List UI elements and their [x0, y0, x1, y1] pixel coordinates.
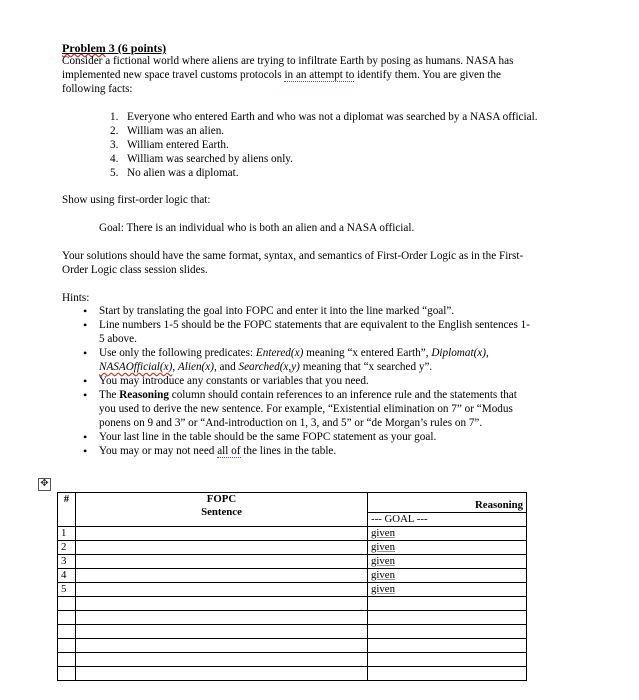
fopc-table [57, 492, 527, 681]
hint-text: column should contain references to an inference rule and the statements that [168, 389, 517, 401]
table-row [58, 569, 527, 583]
reasoning-cell[interactable] [368, 527, 527, 541]
hint-line [99, 388, 590, 402]
goal-text: Goal: There is an individual who is both an alien and a NASA official. [99, 222, 415, 234]
table-row-empty [58, 653, 527, 667]
header-sentence [76, 493, 368, 527]
reasoning-cell[interactable] [368, 583, 527, 597]
hint-text: you used to derive the new sentence. For example, “Existential elimination on 7” or “Modus [99, 403, 513, 415]
table-row [58, 541, 527, 555]
sentence-cell[interactable] [76, 597, 368, 611]
reasoning-cell[interactable] [368, 569, 527, 583]
list-item [110, 110, 610, 124]
reasoning-text: given [371, 569, 395, 581]
fact-text: Everyone who entered Earth and who was not a diplomat was searched by a NASA official. [127, 111, 538, 123]
hint-text: meaning that “x searched y”. [299, 361, 433, 373]
fact-text: William entered Earth. [127, 139, 229, 151]
intro-line-2c: identify them. You are given the [354, 69, 502, 81]
hint-text: ponens on 9 and 3” or “And-introduction on 1, 3, and 5” or “de Morgan’s rules on 7”. [99, 417, 483, 429]
list-item [80, 430, 590, 444]
hint-text: meaning “x entered Earth”, [303, 347, 432, 359]
list-item [80, 346, 590, 374]
hint-text: You may introduce any constants or variables that you need. [99, 375, 369, 387]
reasoning-cell[interactable] [368, 653, 527, 667]
reasoning-text: given [371, 555, 395, 567]
fact-text: No alien was a diplomat. [127, 167, 239, 179]
problem-title-rest: 3 (6 points) [105, 41, 167, 55]
facts-list [110, 110, 610, 180]
row-number [58, 639, 76, 653]
hints-label: Hints: [62, 292, 90, 304]
show-text: Show using first-order logic that: [62, 194, 211, 206]
table-row-empty [58, 667, 527, 681]
hint-text-underlined: all of [217, 445, 241, 457]
hint-text: The [99, 389, 120, 401]
format-paragraph [62, 249, 523, 277]
header-sentence-line-2: Sentence [201, 506, 242, 518]
reasoning-cell[interactable] [368, 555, 527, 569]
hint-text: Start by translating the goal into FOPC and enter it into the line marked “goal”. [99, 305, 455, 317]
table-row-empty [58, 611, 527, 625]
reasoning-cell[interactable] [368, 541, 527, 555]
reasoning-text: given [371, 527, 395, 539]
hint-text: , [486, 347, 489, 359]
format-line-1: Your solutions should have the same format, syntax, and semantics of First-Order Logic as in the First- [62, 250, 524, 262]
hint-text: • Line numbers 1-5 should be the FOPC statements that are equivalent to the English sentences 1- [99, 319, 530, 331]
reasoning-cell[interactable] [368, 667, 527, 681]
table-move-icon[interactable]: ✥ [38, 478, 51, 491]
hint-text: 5 above. [99, 333, 137, 345]
intro-line-3: following facts: [62, 83, 133, 95]
hint-text: , and [213, 361, 239, 373]
reasoning-cell[interactable] [368, 639, 527, 653]
intro-line-2a: implemented new space travel customs protocols [62, 69, 285, 81]
reasoning-cell[interactable] [368, 625, 527, 639]
header-sentence-line-1: FOPC [206, 493, 237, 505]
hint-bold: Reasoning [119, 389, 169, 401]
list-item [110, 166, 610, 180]
reasoning-cell[interactable] [368, 611, 527, 625]
table-row [58, 555, 527, 569]
predicate-searched: Searched(x,y) [238, 361, 300, 373]
row-number [58, 611, 76, 625]
list-item [80, 444, 590, 458]
sentence-cell[interactable] [76, 541, 368, 555]
sentence-cell[interactable] [76, 611, 368, 625]
row-number: 2 [58, 541, 76, 555]
intro-paragraph [62, 54, 513, 96]
fact-text: William was an alien. [127, 125, 225, 137]
sentence-cell[interactable] [76, 555, 368, 569]
row-number [58, 667, 76, 681]
row-number: 4 [58, 569, 76, 583]
row-number: 1 [58, 527, 76, 541]
hint-text: You may or may not need [99, 445, 218, 457]
table-header-row [58, 493, 527, 513]
row-number: 5 [58, 583, 76, 597]
hint-line [99, 360, 590, 374]
table-row-empty [58, 625, 527, 639]
hints-list [80, 304, 590, 458]
reasoning-text: given [371, 583, 395, 595]
reasoning-cell[interactable] [368, 597, 527, 611]
fact-number: 5. [110, 167, 119, 179]
list-item [80, 304, 590, 318]
predicate-entered: Entered(x) [255, 347, 304, 359]
list-item [110, 152, 610, 166]
row-number [58, 625, 76, 639]
header-num: # [58, 493, 76, 527]
table-row-empty [58, 597, 527, 611]
sentence-cell[interactable] [76, 569, 368, 583]
sentence-cell[interactable] [76, 625, 368, 639]
sentence-cell[interactable] [76, 667, 368, 681]
predicate-nasa-official: NASAOfficial(x) [99, 361, 173, 373]
intro-line-1: Consider a fictional world where aliens are trying to infiltrate Earth by posing as humans. NASA has [62, 55, 514, 67]
row-number [58, 653, 76, 667]
sentence-cell[interactable] [76, 653, 368, 667]
table-row [58, 583, 527, 597]
header-reasoning: Reasoning [368, 493, 527, 513]
table-row [58, 527, 527, 541]
list-item [110, 124, 610, 138]
hint-text: Use only the following predicates: [99, 347, 256, 359]
row-number [58, 597, 76, 611]
reasoning-text: given [371, 541, 395, 553]
problem-title-word: Problem [62, 41, 106, 55]
fact-number: 2. [110, 125, 119, 137]
predicate-alien: Alien(x) [177, 361, 214, 373]
hint-text: Your last line in the table should be the same FOPC statement as your goal. [99, 431, 437, 443]
hint-text: the lines in the table. [240, 445, 337, 457]
fact-number: 1. [110, 111, 119, 123]
list-item [110, 138, 610, 152]
hint-line [99, 346, 590, 360]
row-number: 3 [58, 555, 76, 569]
table-row-empty [58, 639, 527, 653]
fact-number: 4. [110, 153, 119, 165]
hint-text: , [172, 361, 178, 373]
list-item [80, 388, 590, 430]
intro-line-2 [62, 68, 513, 82]
list-item [80, 374, 590, 388]
format-line-2: Order Logic class session slides. [62, 264, 208, 276]
sentence-cell[interactable] [76, 583, 368, 597]
predicate-diplomat: Diplomat(x) [431, 347, 486, 359]
goal-marker[interactable]: --- GOAL --- [368, 513, 527, 527]
intro-line-2b: in an attempt to [284, 69, 355, 81]
list-item [80, 318, 590, 346]
sentence-cell[interactable] [76, 639, 368, 653]
fact-number: 3. [110, 139, 119, 151]
sentence-cell[interactable] [76, 527, 368, 541]
fact-text: William was searched by aliens only. [127, 153, 293, 165]
